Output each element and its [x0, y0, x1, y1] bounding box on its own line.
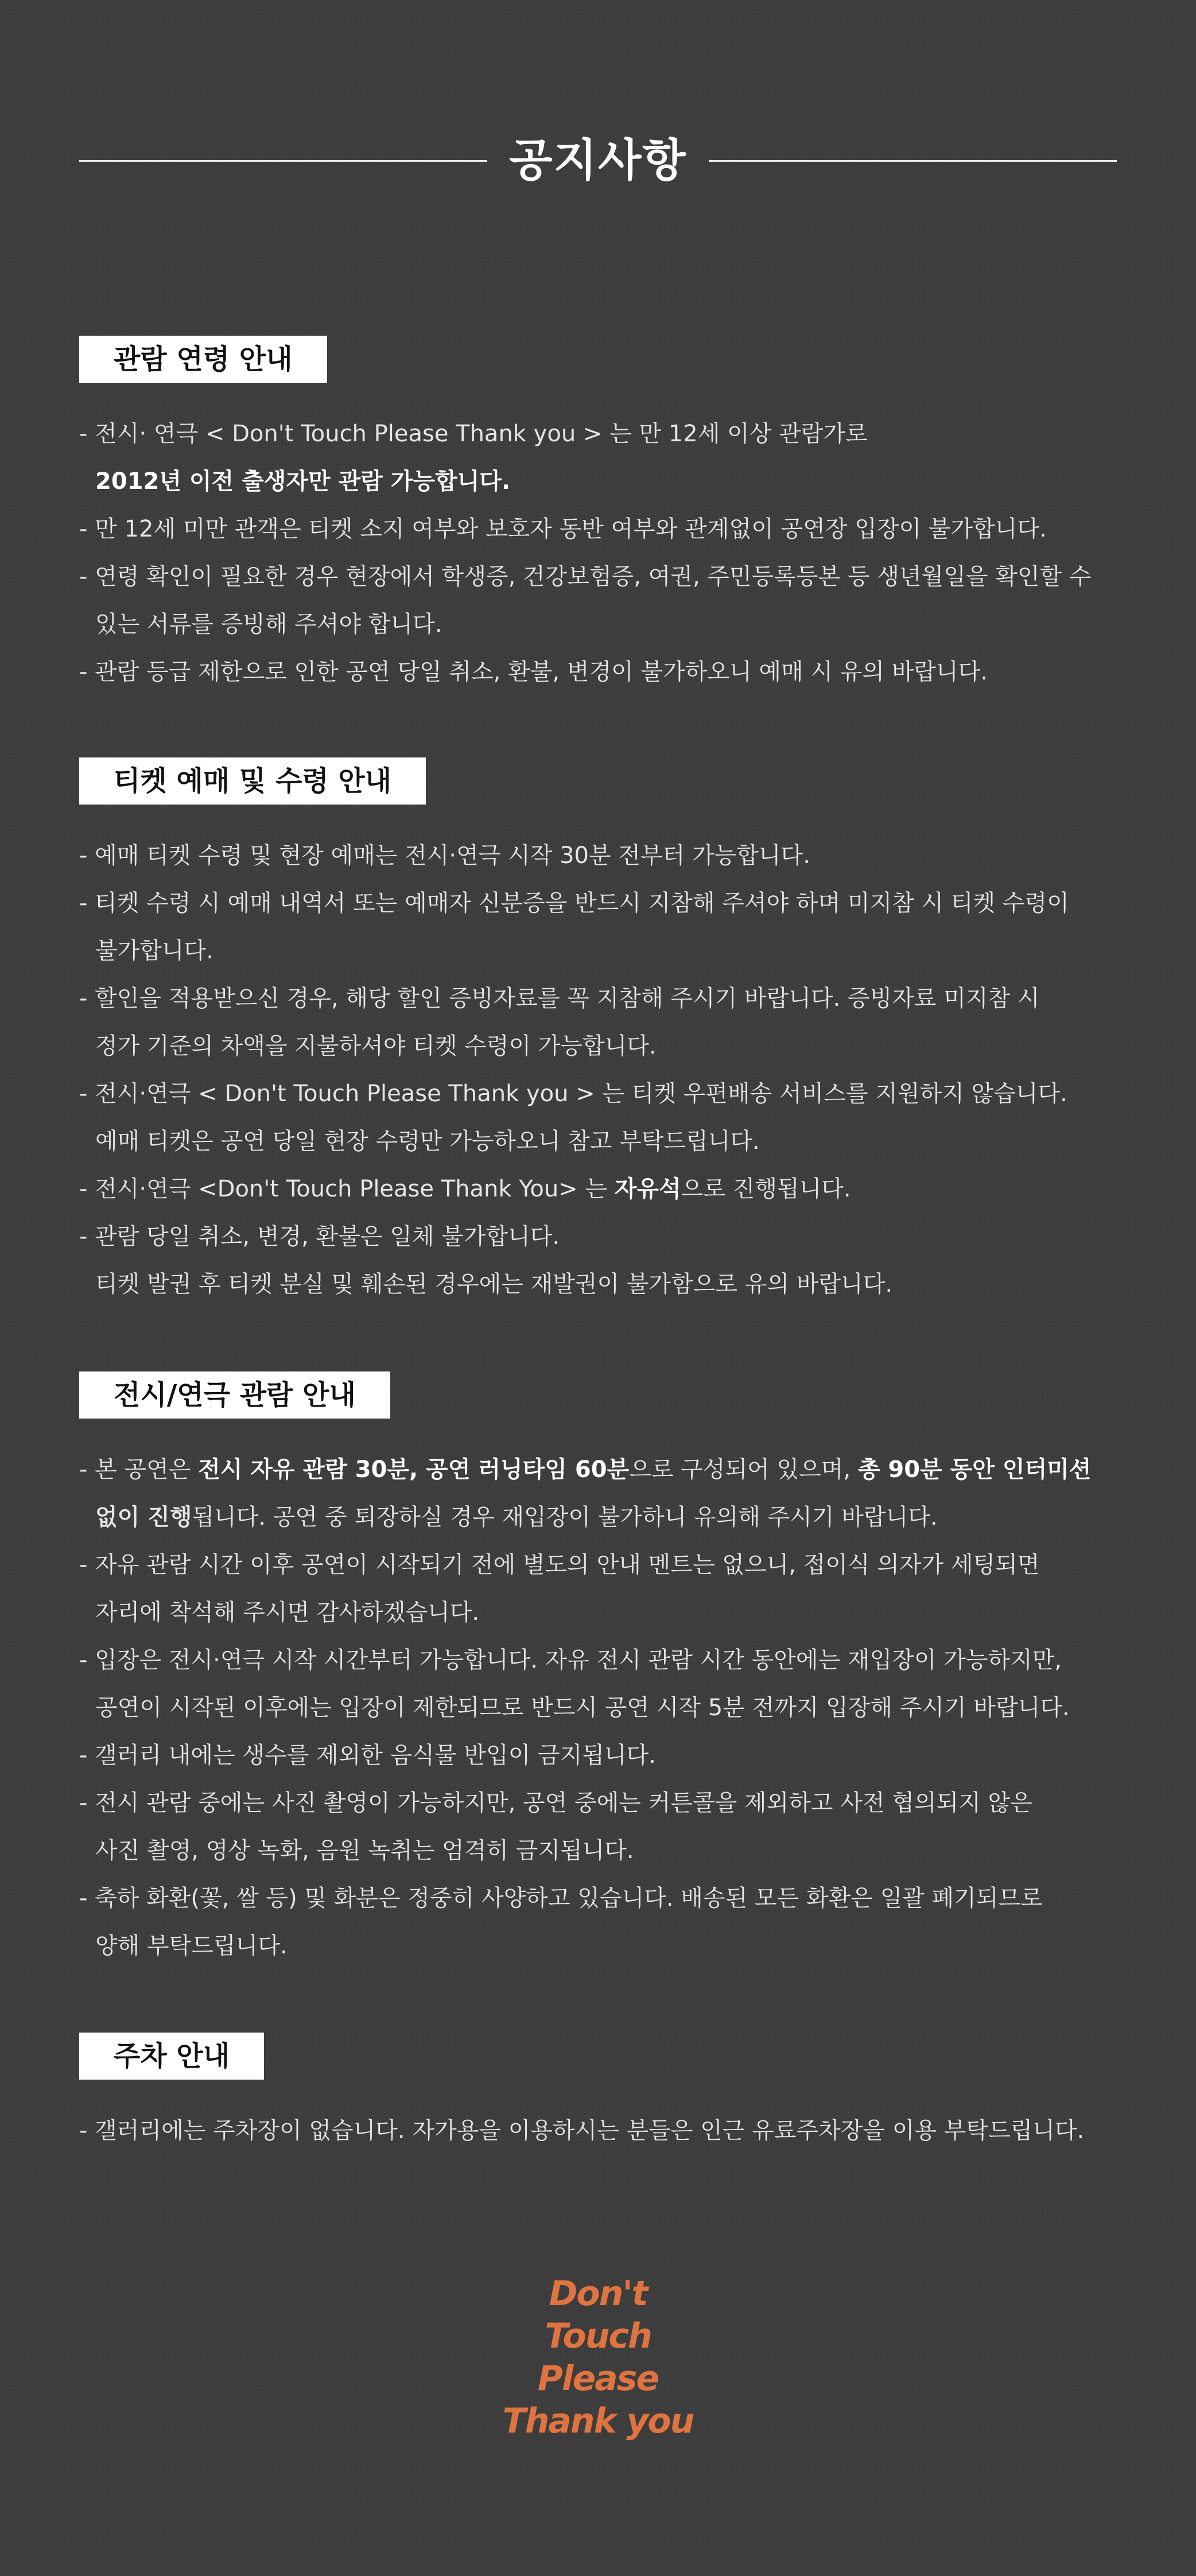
section-parking-guide	[79, 2033, 1118, 2155]
section-heading: 티켓 예매 및 수령 안내	[79, 757, 426, 805]
section-viewing-guide	[79, 1371, 1118, 1970]
list-item-continuation: 티켓 발권 후 티켓 분실 및 훼손된 경우에는 재발권이 불가함으로 유의 바랍니다.	[95, 1271, 893, 1297]
highlight-free-seating: 자유석	[614, 1176, 681, 1202]
section-age-guide	[79, 336, 1118, 696]
list-item: - 관람 등급 제한으로 인한 공연 당일 취소, 환불, 변경이 불가하오니 예매 시 유의 바랍니다.	[79, 659, 988, 685]
list-item-continuation: 정가 기준의 차액을 지불하셔야 티켓 수령이 가능합니다.	[95, 1033, 657, 1059]
list-item-continuation: 2012년 이전 출생자만 관람 가능합니다.	[95, 468, 511, 495]
text-segment: - 본 공연은	[79, 1456, 199, 1483]
logo-line: Touch	[545, 2316, 651, 2356]
list-item: - 예매 티켓 수령 및 현장 예매는 전시·연극 시작 30분 전부터 가능합니다.	[79, 842, 810, 869]
list-item-continuation: 자리에 착석해 주시면 감사하겠습니다.	[95, 1599, 480, 1626]
section-ticket-guide	[79, 757, 1118, 1308]
list-item	[79, 1165, 1118, 1213]
list-item: - 전시· 연극 < Don't Touch Please Thank you > 는 만 12세 이상 관람가로	[79, 421, 868, 447]
text-segment: 으로 구성되어 있으며,	[629, 1456, 858, 1483]
list-item-continuation: 불가합니다.	[95, 938, 213, 964]
list-item: - 갤러리에는 주차장이 없습니다. 자가용을 이용하시는 분들은 인근 유료주차장을 이용 부탁드립니다.	[79, 2117, 1085, 2144]
list-item-continuation: 예매 티켓은 공연 당일 현장 수령만 가능하오니 참고 부탁드립니다.	[95, 1128, 760, 1155]
list-item-continuation: 사진 촬영, 영상 녹화, 음원 녹취는 엄격히 금지됩니다.	[95, 1837, 634, 1864]
list-item: - 갤러리 내에는 생수를 제외한 음식물 반입이 금지됩니다.	[79, 1742, 656, 1769]
text-segment: 됩니다. 공연 중 퇴장하실 경우 재입장이 불가하니 유의해 주시기 바랍니다.	[192, 1504, 938, 1530]
list-item-continuation: 양해 부탁드립니다.	[95, 1933, 288, 1959]
list-item: - 만 12세 미만 관객은 티켓 소지 여부와 보호자 동반 여부와 관계없이 공연장 입장이 불가합니다.	[79, 516, 1047, 542]
logo-line: Don't	[549, 2274, 647, 2314]
highlight-total-time: 총 90분 동안 인터미션	[857, 1456, 1092, 1483]
show-logo	[459, 2272, 737, 2442]
list-item: - 할인을 적용받으신 경우, 해당 할인 증빙자료를 꼭 지참해 주시기 바랍니다. 증빙자료 미지참 시	[79, 985, 1040, 1012]
section-heading: 주차 안내	[79, 2033, 264, 2080]
list-item: - 자유 관람 시간 이후 공연이 시작되기 전에 별도의 안내 멘트는 없으니, 접이식 의자가 세팅되면	[79, 1552, 1040, 1578]
page-title: 공지사항	[509, 135, 687, 187]
logo-line: Please	[537, 2359, 659, 2399]
text-segment: 으로 진행됩니다.	[681, 1176, 851, 1202]
list-item: - 축하 화환(꽃, 쌀 등) 및 화분은 정중히 사양하고 있습니다. 배송된 모든 화환은 일괄 폐기되므로	[79, 1885, 1043, 1911]
list-item-continuation: 있는 서류를 증빙해 주셔야 합니다.	[95, 611, 442, 638]
section-items	[79, 410, 1118, 696]
section-items	[79, 2107, 1118, 2155]
list-item: - 관람 당일 취소, 변경, 환불은 일체 불가합니다.	[79, 1223, 560, 1250]
section-heading: 전시/연극 관람 안내	[79, 1371, 390, 1419]
section-heading: 관람 연령 안내	[79, 336, 327, 383]
section-items	[79, 832, 1118, 1308]
list-item	[79, 1446, 1118, 1494]
title-divider-right	[709, 160, 1117, 162]
title-divider-left	[79, 160, 487, 162]
highlight-running-time: 전시 자유 관람 30분, 공연 러닝타임 60분	[198, 1456, 630, 1483]
section-items	[79, 1446, 1118, 1970]
text-segment: - 전시·연극 <Don't Touch Please Thank You> 는	[79, 1176, 615, 1202]
list-item: - 연령 확인이 필요한 경우 현장에서 학생증, 건강보험증, 여권, 주민등록등본 등 생년월일을 확인할 수	[79, 564, 1092, 590]
list-item: - 전시 관람 중에는 사진 촬영이 가능하지만, 공연 중에는 커튼콜을 제외하고 사전 협의되지 않은	[79, 1790, 1032, 1816]
list-item-continuation	[79, 1494, 1118, 1541]
highlight-no-intermission: 없이 진행	[95, 1504, 192, 1530]
logo-line: Thank you	[502, 2401, 694, 2441]
list-item: - 입장은 전시·연극 시작 시간부터 가능합니다. 자유 전시 관람 시간 동안에는 재입장이 가능하지만,	[79, 1647, 1062, 1673]
list-item-continuation: 공연이 시작된 이후에는 입장이 제한되므로 반드시 공연 시작 5분 전까지 입장해 주시기 바랍니다.	[95, 1695, 1070, 1721]
list-item: - 전시·연극 < Don't Touch Please Thank you > 는 티켓 우편배송 서비스를 지원하지 않습니다.	[79, 1081, 1067, 1107]
title-row	[79, 129, 1117, 192]
list-item: - 티켓 수령 시 예매 내역서 또는 예매자 신분증을 반드시 지참해 주셔야 하며 미지참 시 티켓 수령이	[79, 890, 1069, 916]
